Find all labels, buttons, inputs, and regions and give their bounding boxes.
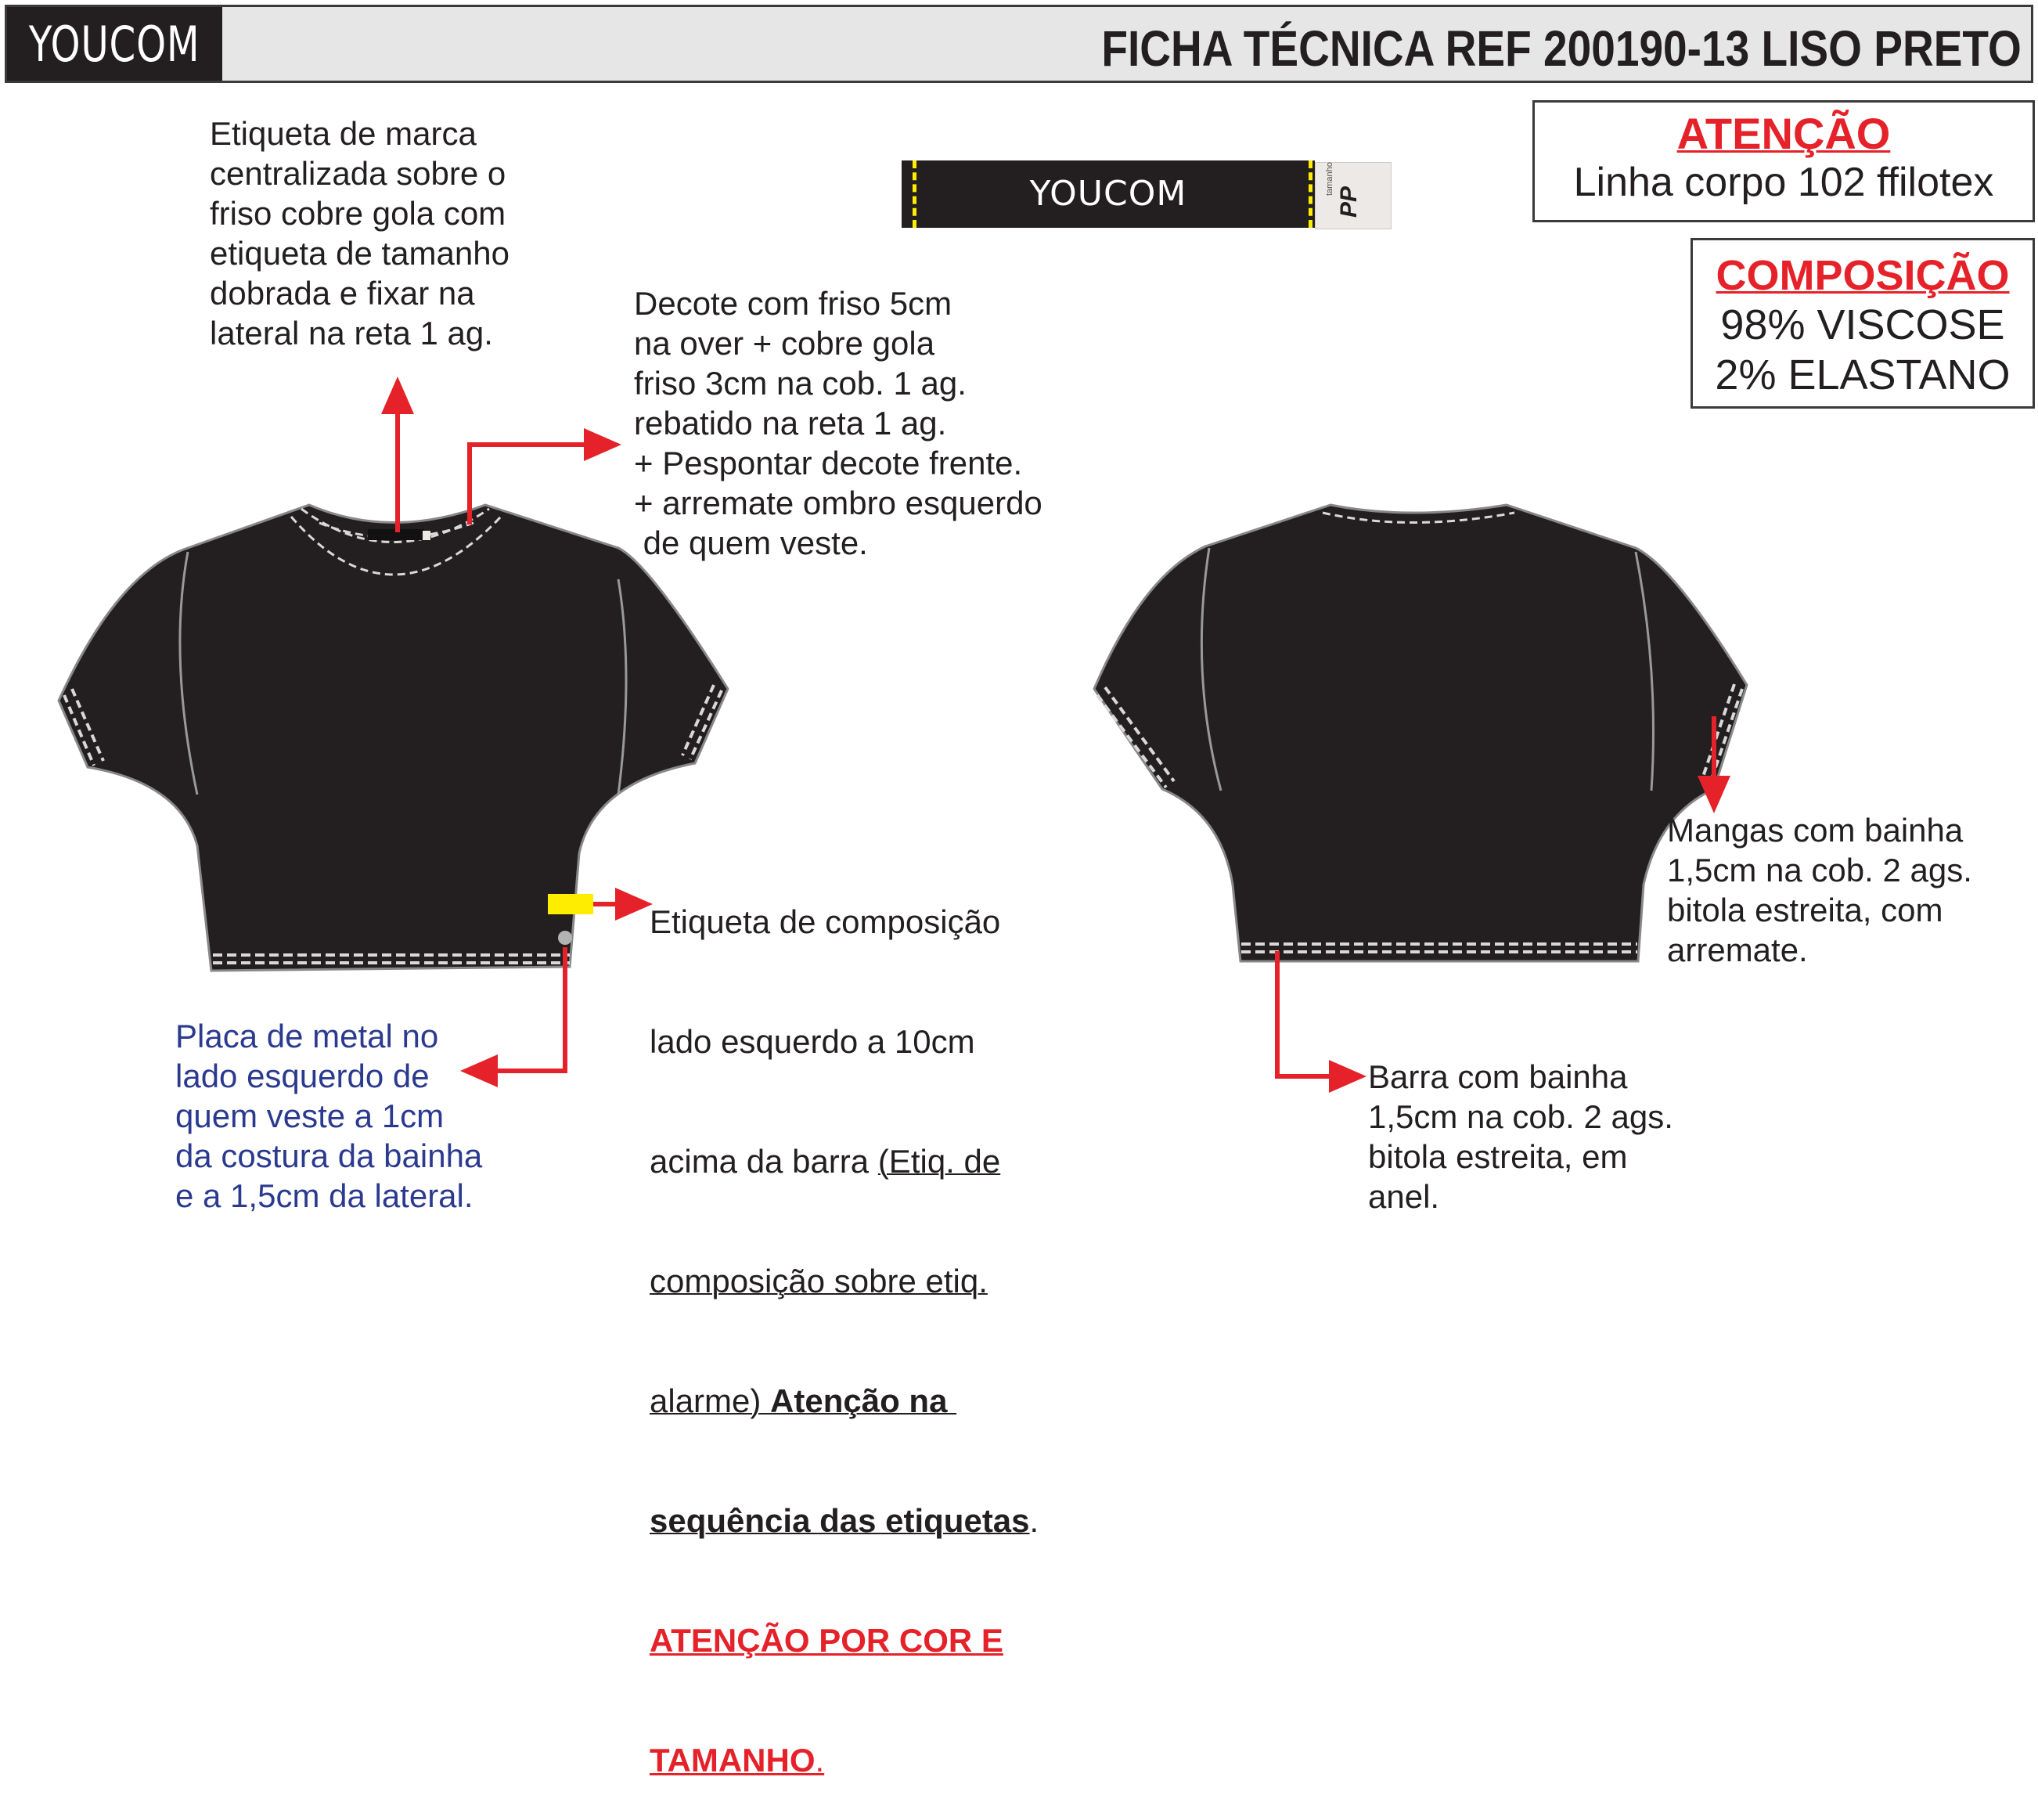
comp-note-line-5b: Atenção na <box>770 1382 957 1419</box>
composition-line-1: 98% VISCOSE <box>1720 301 2005 348</box>
note-brand-label: Etiqueta de marca centralizada sobre o friso cobre gola com etiqueta de tamanho dobrada e fixar na lateral na reta 1 ag. <box>210 115 510 351</box>
back-body <box>1094 505 1747 961</box>
note-sleeves: Mangas com bainha 1,5cm na cob. 2 ags. bitola estreita, com arremate. <box>1667 812 1972 968</box>
composition-label-marker <box>548 894 593 914</box>
note-composition-label <box>650 822 1039 1820</box>
comp-note-line-2: lado esquerdo a 10cm <box>650 1023 975 1060</box>
back-view-garment <box>1094 505 1747 961</box>
comp-note-line-8: TAMANHO <box>650 1742 816 1779</box>
neck-size-label <box>423 531 430 540</box>
size-caption: tamanho <box>1325 162 1334 196</box>
comp-note-line-8-end: . <box>815 1742 825 1779</box>
brand-logo-text: YOUCOM <box>29 15 200 73</box>
comp-note-line-3a: acima da barra <box>650 1143 878 1180</box>
page-title: FICHA TÉCNICA REF 200190-13 LISO PRETO <box>1101 20 2022 77</box>
comp-note-line-4: composição sobre etiq. <box>650 1263 988 1299</box>
metal-plate-marker <box>558 931 572 945</box>
front-view-garment <box>59 505 728 971</box>
comp-note-line-6-end: . <box>1029 1502 1039 1539</box>
composition-title: COMPOSIÇÃO <box>1716 252 2010 299</box>
attention-text: Linha corpo 102 ffilotex <box>1573 160 1994 205</box>
note-neckline: Decote com friso 5cm na over + cobre gola friso 3cm na cob. 1 ag. rebatido na reta 1 ag. + Pespontar decote frente. + arremate ombro esquerdo de quem veste. <box>634 285 1042 561</box>
note-hem: Barra com bainha 1,5cm na cob. 2 ags. bitola estreita, em anel. <box>1368 1058 1673 1215</box>
comp-note-line-1: Etiqueta de composição <box>650 903 1001 940</box>
comp-note-line-3b: (Etiq. de <box>877 1143 1001 1180</box>
brand-label-logo: YOUCOM <box>1029 174 1187 214</box>
composition-line-2: 2% ELASTANO <box>1715 351 2011 398</box>
note-metal-plate: Placa de metal no lado esquerdo de quem veste a 1cm da costura da bainha e a 1,5cm da lateral. <box>175 1018 483 1214</box>
size-value: PP <box>1336 186 1362 218</box>
comp-note-line-5a: alarme) <box>650 1382 771 1419</box>
arrow-hem <box>1277 951 1348 1076</box>
attention-title: ATENÇÃO <box>1676 109 1891 158</box>
front-body <box>59 505 728 971</box>
comp-note-line-7: ATENÇÃO POR COR E <box>650 1622 1003 1659</box>
comp-note-line-6: sequência das etiquetas <box>650 1502 1030 1539</box>
